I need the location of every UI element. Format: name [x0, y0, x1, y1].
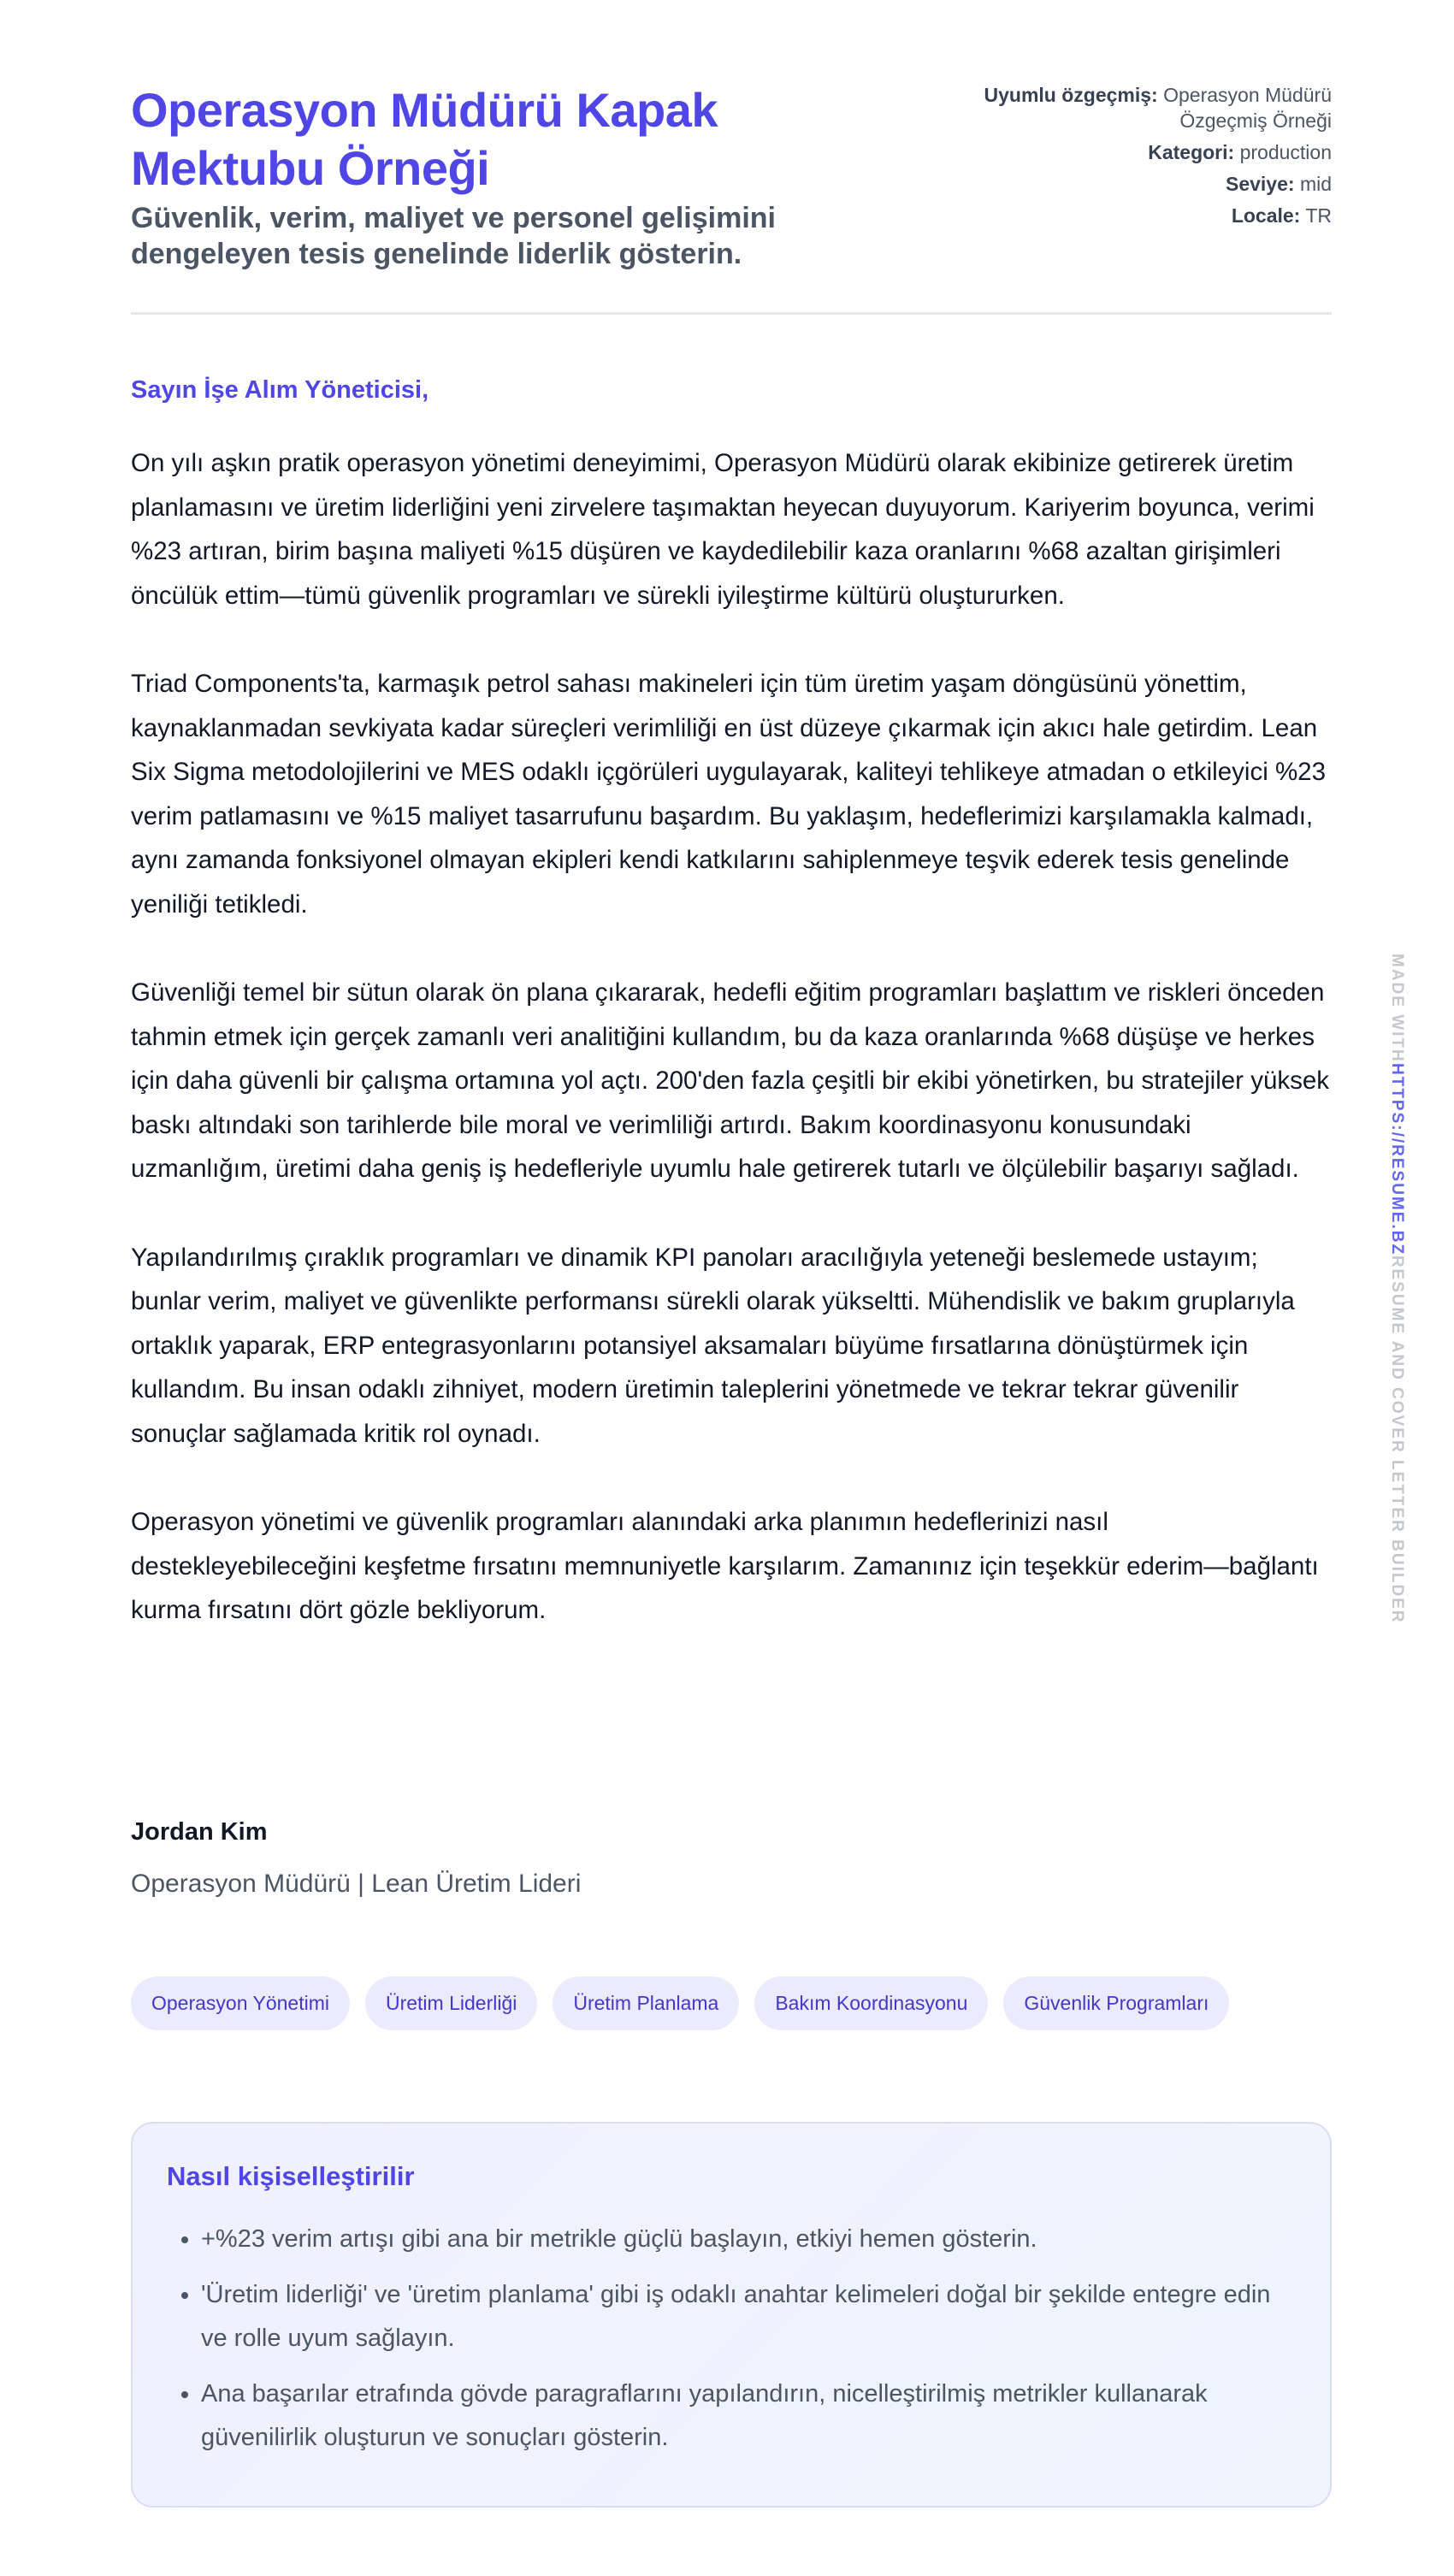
tag-chip: Üretim Liderliği: [365, 1976, 537, 2030]
tag-list: [131, 1976, 1229, 2030]
meta-level: Seviye: mid: [1225, 173, 1332, 195]
paragraph: On yılı aşkın pratik operasyon yönetimi deneyimimi, Operasyon Müdürü olarak ekibinize getirerek üretim planlamasını ve üretim liderliğini yeni zirvelere taşımaktan heyecan duyuyorum. Kariyerim boyunca, verimi %23 artıran, birim başına maliyeti %15 düşüren ve kaydedilebilir kaza oranlarını %68 azaltan girişimleri öncülük ettim—tümü güvenlik programları ve sürekli iyileştirme kültürü oluştururken.: [131, 449, 1315, 610]
meta-category: Kategori: production: [1148, 141, 1332, 163]
letter-body: [131, 441, 1332, 1677]
meta-info: [972, 82, 1332, 234]
page-title: Operasyon Müdürü Kapak Mektubu Örneği: [131, 83, 718, 195]
tips-title: Nasıl kişiselleştirilir: [167, 2161, 415, 2191]
page-subtitle: Güvenlik, verim, maliyet ve personel gelişimini dengeleyen tesis genelinde liderlik gösterin.: [131, 202, 776, 270]
tip-item: • Ana başarılar etrafında gövde paragraflarını yapılandırın, nicelleştirilmiş metrikler kullanarak güvenilirlik oluşturun ve sonuçları gösterin.: [201, 2372, 1296, 2460]
greeting: Sayın İşe Alım Yöneticisi,: [131, 376, 429, 404]
meta-resume: Uyumlu özgeçmiş: Operasyon Müdürü Özgeçmiş Örneği: [984, 84, 1332, 132]
signature-title: Operasyon Müdürü | Lean Üretim Lideri: [131, 1870, 582, 1898]
tag-chip: Üretim Planlama: [553, 1976, 739, 2030]
signature-name: Jordan Kim: [131, 1818, 268, 1846]
paragraph: Operasyon yönetimi ve güvenlik programları alanındaki arka planımın hedeflerinizi nasıl destekleyebileceğini keşfetme fırsatını memnuniyetle karşılarım. Zamanınız için teşekkür ederim—bağlantı kurma fırsatını dört gözle bekliyorum.: [131, 1508, 1319, 1624]
tips-list: [167, 2218, 1296, 2460]
watermark-link[interactable]: HTTPS://RESUME.BZ: [1388, 1062, 1406, 1256]
personalize-tips: [131, 2122, 1332, 2508]
resume-link[interactable]: Operasyon Müdürü Özgeçmiş Örneği: [1163, 84, 1332, 132]
tip-item: • 'Üretim liderliği' ve 'üretim planlama' gibi iş odaklı anahtar kelimeleri doğal bir şekilde entegre edin ve rolle uyum sağlayın.: [201, 2273, 1296, 2360]
paragraph: Triad Components'ta, karmaşık petrol sahası makineleri için tüm üretim yaşam döngüsünü yönettim, kaynaklanmadan sevkiyata kadar süreçleri verimliliği en üst düzeye çıkarmak için akıcı hale getirdim. Lean Six Sigma metodolojilerini ve MES odaklı içgörüleri uygulayarak, kaliteyi tehlikeye atmadan o etkileyici %23 verim patlamasını ve %15 maliyet tasarrufunu başardım. Bu yaklaşım, hedeflerimizi karşılamakla kalmadı, aynı zamanda fonksiyonel olmayan ekipleri kendi katkılarını sahiplenmeye teşvik ederek tesis genelinde yeniliği tetikledi.: [131, 670, 1326, 919]
watermark: MADE WITHHTTPS://RESUME.BZRESUME AND COVER LETTER BUILDER: [1388, 954, 1406, 1624]
tag-chip: Güvenlik Programları: [1003, 1976, 1229, 2030]
page: [131, 0, 1332, 2451]
paragraph: Güvenliği temel bir sütun olarak ön plana çıkararak, hedefli eğitim programları başlattım ve riskleri önceden tahmin etmek için gerçek zamanlı veri analitiğini kullandım, bu da kaza oranlarında %68 düşüşe ve herkes için daha güvenli bir çalışma ortamına yol açtı. 200'den fazla çeşitli bir ekibi yönetirken, bu stratejiler yüksek baskı altındaki son tarihlerde bile moral ve verimliliği artırdı. Bakım koordinasyonu konusundaki uzmanlığım, üretimi daha geniş iş hedefleriyle uyumlu hale getirerek tutarlı ve ölçülebilir başarıyı sağladı.: [131, 978, 1330, 1183]
header: [131, 0, 1332, 315]
tag-chip: Bakım Koordinasyonu: [754, 1976, 988, 2030]
tag-chip: Operasyon Yönetimi: [131, 1976, 350, 2030]
paragraph: Yapılandırılmış çıraklık programları ve dinamik KPI panoları aracılığıyla yeteneği beslemede ustayım; bunlar verim, maliyet ve güvenlikte performansı sürekli olarak yükseltti. Mühendislik ve bakım gruplarıyla ortaklık yaparak, ERP entegrasyonlarını potansiyel aksamaları büyüme fırsatlarına dönüştürmek için kullandım. Bu insan odaklı zihniyet, modern üretimin taleplerini yönetmede ve tekrar tekrar güvenilir sonuçlar sağlamada kritik rol oynadı.: [131, 1243, 1295, 1448]
tip-item: • +%23 verim artışı gibi ana bir metrikle güçlü başlayın, etkiyi hemen gösterin.: [201, 2218, 1296, 2261]
meta-locale: Locale: TR: [1231, 204, 1332, 227]
